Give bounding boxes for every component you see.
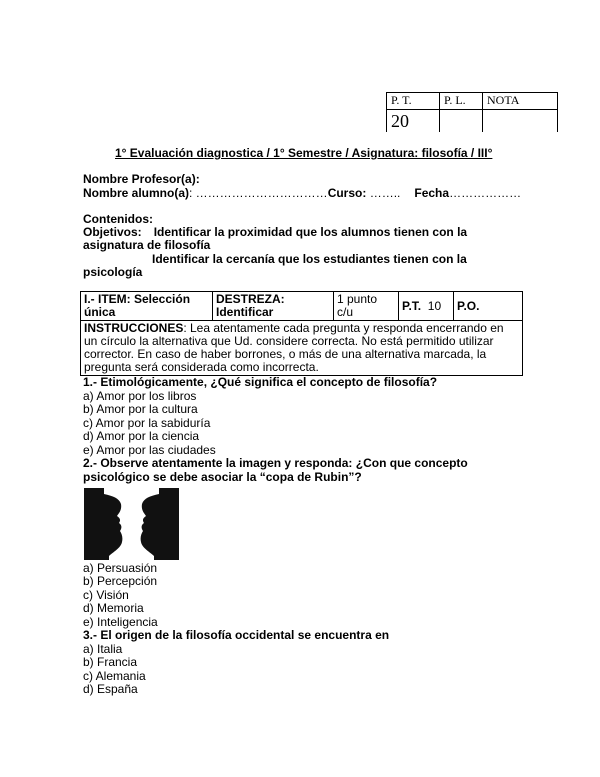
item-table	[80, 291, 523, 376]
q1-option-a[interactable]: a) Amor por los libros	[83, 389, 197, 403]
score-value-nota	[483, 110, 558, 133]
q1-option-b[interactable]: b) Amor por la cultura	[83, 402, 198, 416]
pt-value: 10	[427, 298, 442, 313]
score-value-pt: 20	[387, 110, 440, 133]
q3-option-d[interactable]: d) España	[83, 682, 138, 696]
objetivo-2b: psicología	[83, 265, 143, 279]
destreza-cell: DESTREZA: Identificar	[213, 292, 334, 321]
q2-option-e[interactable]: e) Inteligencia	[83, 615, 158, 629]
q1-option-c[interactable]: c) Amor por la sabiduría	[83, 416, 211, 430]
score-table	[386, 92, 558, 132]
curso-label: Curso:	[327, 186, 367, 200]
profesor-label: Nombre Profesor(a):	[83, 172, 200, 186]
score-header-pt: P. T.	[387, 93, 440, 110]
q3-option-b[interactable]: b) Francia	[83, 655, 138, 669]
contenidos-label: Contenidos:	[83, 212, 153, 226]
instrucciones-text: : Lea atentamente cada pregunta y responda encerrando en un círculo la alternativa que Ud. considere correcta. No está permitido utilizar corrector. En caso de haber borrones, o más de una alternativa marcada, la pregunta será considerada como incorrecta.	[84, 321, 504, 374]
punto-cell: 1 punto c/u	[334, 292, 399, 321]
fecha-label: Fecha	[414, 186, 450, 200]
q1-option-e[interactable]: e) Amor por las ciudades	[83, 443, 216, 457]
po-cell: P.O.	[454, 292, 523, 321]
score-value-pl	[440, 110, 483, 133]
objetivo-1b: asignatura de filosofía	[83, 238, 211, 252]
question-1: 1.- Etimológicamente, ¿Qué significa el concepto de filosofía?	[83, 375, 438, 389]
objetivos-line	[83, 225, 467, 239]
question-2b: psicológico se debe asociar la “copa de Rubin”?	[83, 470, 362, 484]
pt-label: P.T.	[402, 298, 422, 313]
item-cell: I.- ITEM: Selección única	[81, 292, 213, 321]
alumno-dots: : ……………………………	[189, 186, 328, 200]
alumno-line	[83, 186, 521, 200]
q2-option-d[interactable]: d) Memoria	[83, 601, 144, 615]
pt-cell	[399, 292, 454, 321]
question-2a: 2.- Observe atentamente la imagen y responda: ¿Con que concepto	[83, 456, 468, 470]
score-header-pl: P. L.	[440, 93, 483, 110]
q3-option-a[interactable]: a) Italia	[83, 642, 123, 656]
curso-dots: ……..	[366, 186, 401, 200]
rubin-vase-image	[84, 488, 179, 560]
objetivo-2a: Identificar la cercanía que los estudiantes tienen con la	[152, 252, 467, 266]
instrucciones-label: INSTRUCCIONES	[84, 321, 184, 335]
fecha-dots: ………………	[449, 186, 522, 200]
question-3: 3.- El origen de la filosofía occidental se encuentra en	[83, 628, 390, 642]
alumno-label: Nombre alumno(a)	[83, 186, 190, 200]
q2-option-c[interactable]: c) Visión	[83, 588, 129, 602]
score-header-nota: NOTA	[483, 93, 558, 110]
objetivos-label: Objetivos:	[83, 225, 142, 239]
page-title: 1° Evaluación diagnostica / 1° Semestre / Asignatura: filosofía / III°	[115, 146, 493, 160]
q3-option-c[interactable]: c) Alemania	[83, 669, 146, 683]
q2-option-a[interactable]: a) Persuasión	[83, 561, 158, 575]
instrucciones-cell	[81, 321, 523, 376]
q2-option-b[interactable]: b) Percepción	[83, 574, 158, 588]
q1-option-d[interactable]: d) Amor por la ciencia	[83, 429, 200, 443]
objetivo-1a: Identificar la proximidad que los alumnos tienen con la	[153, 225, 468, 239]
